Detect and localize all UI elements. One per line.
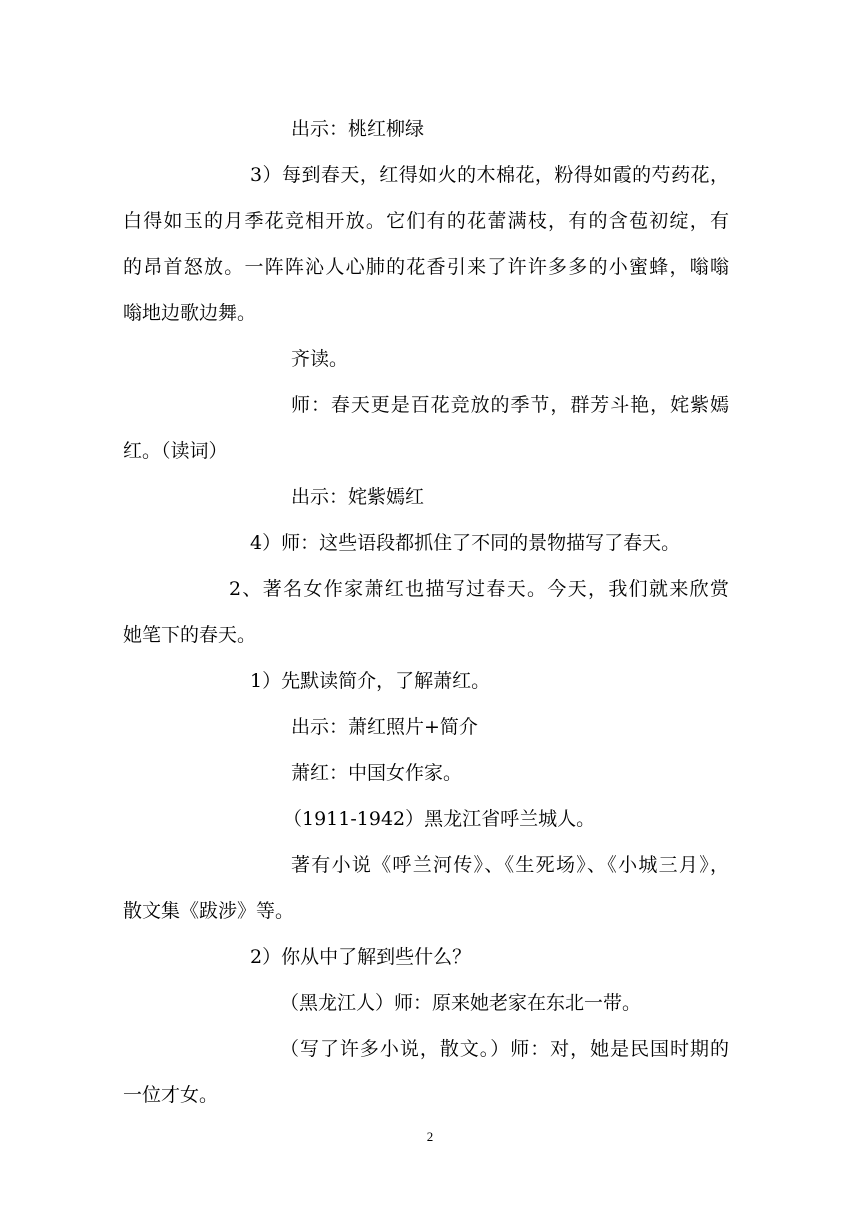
text-line: 著有小说《呼兰河传》、《生死场》、《小城三月》， <box>291 854 729 876</box>
text-line: 2）你从中了解到些什么？ <box>250 946 472 968</box>
text-line: 红。（读词） <box>123 440 228 462</box>
text-line: （1911-1942）黑龙江省呼兰城人。 <box>283 808 596 830</box>
text-line: 一位才女。 <box>123 1084 219 1106</box>
text-line: 散文集《跋涉》等。 <box>123 900 295 922</box>
text-line: 1）先默读简介，了解萧红。 <box>250 670 491 692</box>
text-line: （写了许多小说，散文。）师：对，她是民国时期的 <box>280 1038 729 1060</box>
text-line: （黑龙江人）师：原来她老家在东北一带。 <box>280 992 642 1014</box>
text-line: 4）师：这些语段都抓住了不同的景物描写了春天。 <box>250 532 681 554</box>
text-line: 白得如玉的月季花竞相开放。它们有的花蕾满枝，有的含苞初绽，有 <box>123 210 729 232</box>
text-line: 出示：桃红柳绿 <box>291 118 425 140</box>
text-line: 嗡地边歌边舞。 <box>123 302 257 324</box>
text-line: 2、著名女作家萧红也描写过春天。今天，我们就来欣赏 <box>229 578 729 600</box>
text-line: 的昂首怒放。一阵阵沁人心肺的花香引来了许许多多的小蜜蜂，嗡嗡 <box>123 256 729 278</box>
text-line: 齐读。 <box>291 348 349 370</box>
page-number: 2 <box>426 1129 434 1144</box>
text-line: 萧红：中国女作家。 <box>291 762 463 784</box>
text-line: 3）每到春天，红得如火的木棉花，粉得如霞的芍药花， <box>250 164 729 186</box>
text-line: 出示：姹紫嫣红 <box>291 486 425 508</box>
text-line: 她笔下的春天。 <box>123 624 257 646</box>
text-line: 师：春天更是百花竞放的季节，群芳斗艳，姹紫嫣 <box>291 394 729 416</box>
text-line: 出示：萧红照片+简介 <box>291 716 478 738</box>
